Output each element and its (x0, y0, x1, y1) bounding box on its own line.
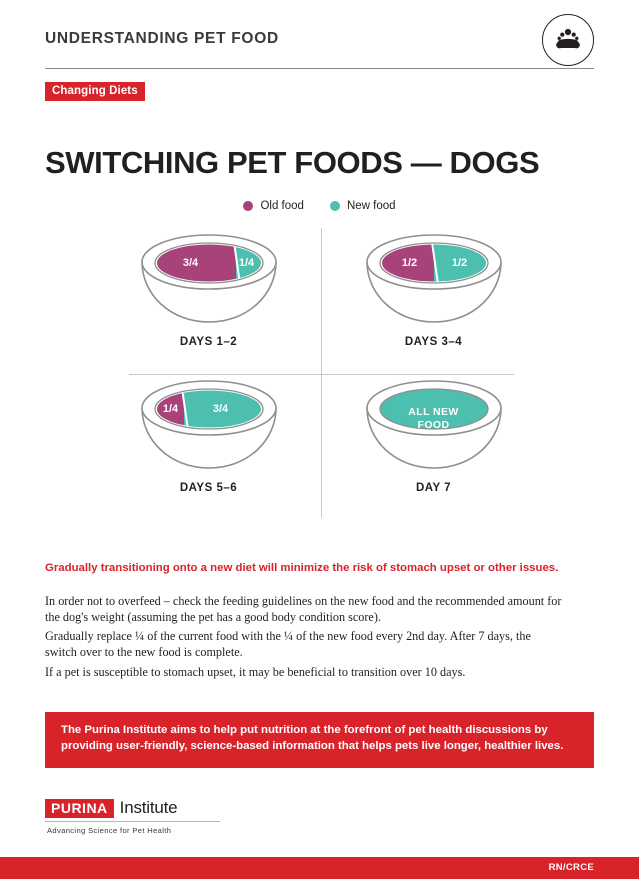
page-header-title: UNDERSTANDING PET FOOD (45, 30, 279, 47)
bowls-grid (96, 228, 546, 533)
all-new-food-line1: ALL NEW (408, 406, 459, 418)
bowl-illustration-days-1-2 (130, 232, 288, 328)
bowl-label-days-1-2: DAYS 1–2 (179, 336, 238, 348)
purina-institute-logo (45, 798, 305, 840)
logo-tagline: Advancing Science for Pet Health (47, 826, 172, 835)
bowl-illustration-day-7 (355, 378, 513, 474)
fraction-old-days-5-6: 1/4 (162, 403, 179, 415)
lead-paragraph: Gradually transitioning onto a new diet will minimize the risk of stomach upset or other issues. (45, 562, 559, 574)
bowl-illustration-days-5-6 (130, 378, 288, 474)
fraction-old-days-3-4: 1/2 (401, 257, 418, 269)
legend-item-new-food (330, 200, 396, 212)
bowl-label-days-3-4: DAYS 3–4 (404, 336, 463, 348)
page-title: SWITCHING PET FOODS — DOGS (45, 144, 540, 180)
legend-item-old-food (243, 200, 303, 212)
institute-wordmark: Institute (119, 798, 178, 817)
bowl-cell-days-5-6 (96, 374, 321, 520)
legend-label-new-food: New food (346, 200, 396, 212)
legend-label-old-food: Old food (260, 200, 304, 212)
fraction-new-days-1-2: 1/4 (238, 257, 255, 269)
header-divider (45, 68, 594, 69)
fraction-old-days-1-2: 3/4 (182, 257, 199, 269)
body-paragraph-3: If a pet is susceptible to stomach upset, it may be beneficial to transition over 10 days. (45, 665, 466, 679)
bowl-cell-days-1-2 (96, 228, 321, 374)
all-new-food-line2: FOOD (417, 419, 450, 431)
category-tag: Changing Diets (45, 82, 145, 101)
bowl-cell-days-3-4 (321, 228, 546, 374)
fraction-new-days-3-4: 1/2 (451, 257, 468, 269)
footer-code: RN/CRCE (548, 862, 594, 873)
bowl-label-day-7: DAY 7 (415, 482, 452, 494)
logo-lockup (45, 798, 305, 818)
pet-bowl-badge-icon (542, 14, 594, 66)
body-paragraph-2: Gradually replace ¼ of the current food with the ¼ of the new food every 2nd day. After 7 days, the switch over to the new food is complete. (45, 629, 531, 659)
bowl-cell-day-7 (321, 374, 546, 520)
bowl-label-days-5-6: DAYS 5–6 (179, 482, 238, 494)
body-paragraph-1: In order not to overfeed – check the feeding guidelines on the new food and the recommended amount for the dog's weight (assuming the pet has a good body condition score). (45, 594, 562, 624)
purina-wordmark: PURINA (45, 799, 114, 818)
bowl-illustration-days-3-4 (355, 232, 513, 328)
fraction-new-days-5-6: 3/4 (212, 403, 229, 415)
legend (0, 200, 639, 212)
page-header (45, 14, 594, 64)
logo-divider (45, 821, 220, 822)
all-new-food-label (355, 406, 513, 432)
legend-swatch-old-food (243, 201, 253, 211)
footer-bar (0, 857, 639, 879)
legend-swatch-new-food (330, 201, 340, 211)
mission-callout: The Purina Institute aims to help put nutrition at the forefront of pet health discussions by providing user-friendly, science-based information that helps pets live longer, healthier lives. (45, 712, 594, 768)
